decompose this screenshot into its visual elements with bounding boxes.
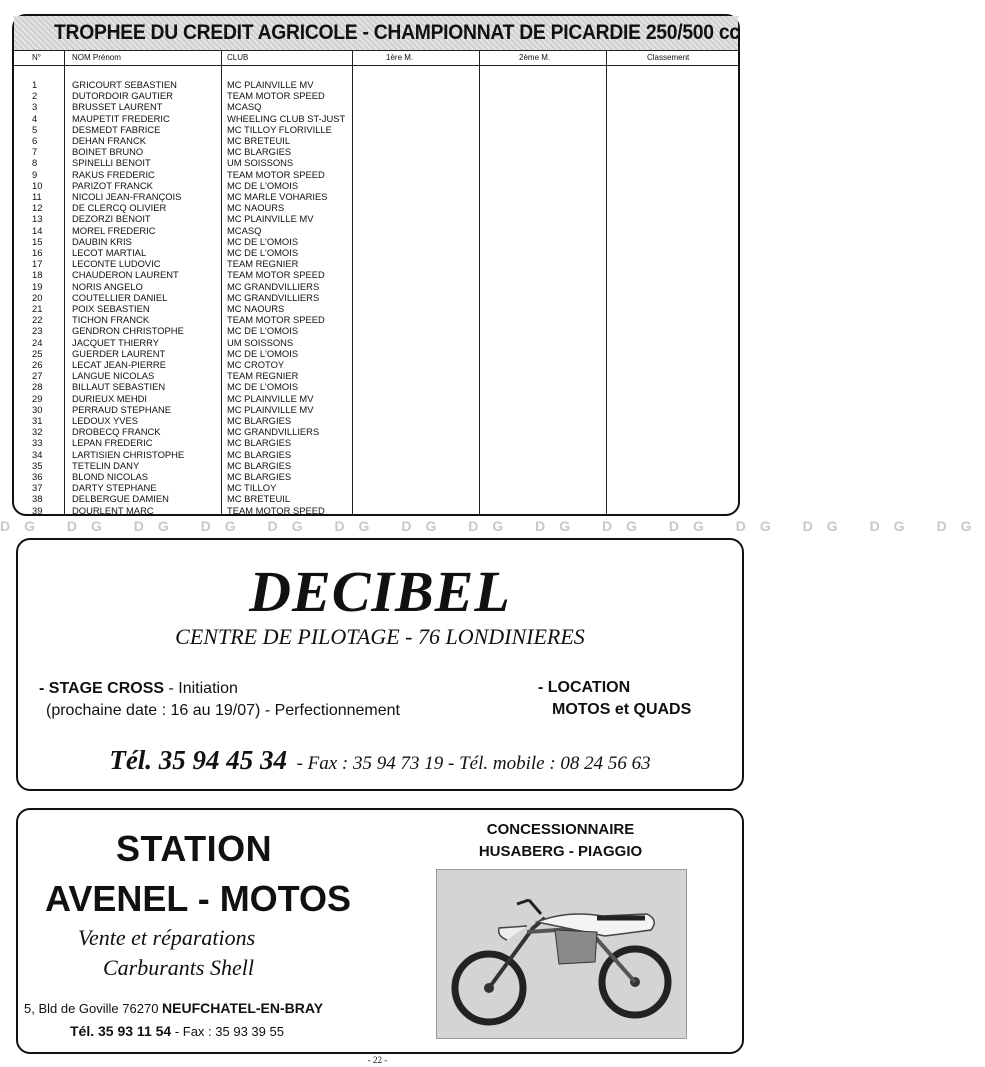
- decibel-ad: [16, 538, 744, 791]
- table-row: [14, 90, 738, 101]
- cell-name: DROBECQ FRANCK: [72, 426, 161, 438]
- address-city: NEUFCHATEL-EN-BRAY: [162, 1000, 324, 1016]
- cell-club: TEAM MOTOR SPEED: [227, 269, 325, 281]
- cell-num: 27: [32, 370, 43, 382]
- stage-date: (prochaine date : 16 au 19/07) - Perfectionnement: [46, 702, 400, 719]
- cell-club: MC DE L'OMOIS: [227, 347, 299, 359]
- avenel-ad: [16, 808, 744, 1054]
- cell-club: UM SOISSONS: [227, 157, 294, 169]
- location-line1: - LOCATION: [538, 679, 631, 696]
- cell-num: 18: [32, 269, 43, 281]
- cell-club: WHEELING CLUB ST-JUST: [227, 112, 346, 124]
- cell-num: 38: [32, 493, 43, 505]
- cell-name: DAUBIN KRIS: [72, 235, 132, 247]
- cell-name: LECOT MARTIAL: [72, 247, 147, 258]
- cell-club: MC BLARGIES: [227, 415, 292, 426]
- avenel-fax: - Fax : 35 93 39 55: [171, 1024, 284, 1039]
- table-row: [14, 314, 738, 325]
- header-num: N°: [32, 53, 41, 62]
- table-row: [14, 471, 738, 482]
- header-rank: Classement: [647, 53, 690, 62]
- address-street: 5, Bld de Goville 76270: [24, 1001, 163, 1016]
- table-row: [14, 124, 738, 135]
- cell-name: LANGUE NICOLAS: [72, 370, 155, 382]
- cell-num: 22: [32, 314, 43, 326]
- decibel-fax-mobile: - Fax : 35 94 73 19 - Tél. mobile : 08 24 56 63: [296, 753, 651, 774]
- stage-detail: - Initiation: [164, 680, 238, 697]
- table-row: [14, 404, 738, 415]
- cell-club: MCASQ: [227, 224, 262, 236]
- cell-num: 3: [32, 101, 38, 113]
- table-row: [14, 180, 738, 191]
- cell-name: DOURLENT MARC: [72, 504, 154, 516]
- cell-club: TEAM MOTOR SPEED: [227, 90, 325, 102]
- cell-club: MC DE L'OMOIS: [227, 247, 299, 258]
- table-row: [14, 146, 738, 157]
- cell-name: RAKUS FREDERIC: [72, 168, 155, 180]
- cell-club: MCASQ: [227, 101, 262, 113]
- table-row: [14, 505, 738, 516]
- table-row: [14, 79, 738, 90]
- cell-num: 14: [32, 224, 43, 236]
- table-row: [14, 281, 738, 292]
- cell-club: MC CROTOY: [227, 359, 285, 370]
- table-row: [14, 337, 738, 348]
- cell-num: 35: [32, 459, 43, 471]
- table-row: [14, 359, 738, 370]
- table-row: [14, 292, 738, 303]
- table-row: [14, 236, 738, 247]
- table-row: [14, 348, 738, 359]
- decibel-subtitle: CENTRE DE PILOTAGE - 76 LONDINIERES: [175, 624, 585, 649]
- cell-club: MC PLAINVILLE MV: [227, 213, 314, 225]
- results-table: [12, 14, 740, 516]
- cell-club: MC DE L'OMOIS: [227, 235, 299, 247]
- cell-name: DE CLERCQ OLIVIER: [72, 202, 167, 214]
- table-row: [14, 381, 738, 392]
- cell-name: COUTELLIER DANIEL: [72, 291, 168, 303]
- cell-num: 13: [32, 213, 43, 225]
- cell-num: 29: [32, 392, 43, 404]
- table-row: [14, 202, 738, 213]
- cell-name: LEPAN FREDERIC: [72, 437, 153, 449]
- cell-club: MC TILLOY: [227, 482, 277, 494]
- cell-num: 25: [32, 347, 43, 359]
- cell-name: SPINELLI BENOIT: [72, 157, 151, 169]
- cell-name: LECAT JEAN-PIERRE: [72, 359, 166, 370]
- cell-name: DARTY STEPHANE: [72, 482, 157, 494]
- cell-name: DURIEUX MEHDI: [72, 392, 148, 404]
- header-m2: 2ème M.: [519, 53, 551, 62]
- cell-num: 36: [32, 471, 43, 482]
- decibel-title: DECIBEL: [249, 559, 511, 624]
- cell-num: 8: [32, 157, 38, 169]
- cell-club: MC TILLOY FLORIVILLE: [227, 123, 332, 135]
- table-row: [14, 415, 738, 426]
- cell-club: MC BLARGIES: [227, 437, 292, 449]
- cell-name: TICHON FRANCK: [72, 314, 150, 326]
- table-row: [14, 449, 738, 460]
- cell-name: BOINET BRUNO: [72, 146, 144, 158]
- cell-num: 7: [32, 146, 38, 158]
- table-title-bar: [14, 16, 738, 51]
- table-row: [14, 437, 738, 448]
- cell-club: TEAM REGNIER: [227, 258, 299, 270]
- cell-num: 34: [32, 448, 43, 460]
- cell-num: 31: [32, 415, 43, 426]
- table-row: [14, 370, 738, 381]
- cell-num: 1: [32, 79, 38, 90]
- cell-num: 17: [32, 258, 43, 270]
- cell-club: TEAM MOTOR SPEED: [227, 504, 325, 516]
- cell-club: MC PLAINVILLE MV: [227, 79, 314, 90]
- avenel-address: [24, 1000, 323, 1016]
- cell-name: GENDRON CHRISTOPHE: [72, 325, 184, 337]
- cell-name: NICOLI JEAN-FRANÇOIS: [72, 191, 182, 202]
- avenel-tel: Tél. 35 93 11 54: [70, 1023, 172, 1039]
- cell-num: 28: [32, 381, 43, 393]
- table-row: [14, 113, 738, 124]
- table-row: [14, 393, 738, 404]
- table-row: [14, 225, 738, 236]
- cell-num: 37: [32, 482, 43, 494]
- header-name: NOM Prénom: [72, 53, 121, 62]
- table-row: [14, 213, 738, 224]
- table-row: [14, 325, 738, 336]
- cell-club: MC GRANDVILLIERS: [227, 291, 320, 303]
- table-row: [14, 191, 738, 202]
- cell-num: 15: [32, 235, 43, 247]
- cell-club: MC BLARGIES: [227, 146, 292, 158]
- cell-num: 19: [32, 280, 43, 292]
- cell-club: MC DE L'OMOIS: [227, 179, 299, 191]
- table-row: [14, 101, 738, 112]
- cell-club: MC BRETEUIL: [227, 493, 291, 505]
- cell-num: 2: [32, 90, 38, 102]
- cell-name: JACQUET THIERRY: [72, 336, 159, 348]
- motorcycle-photo: [436, 869, 687, 1039]
- table-row: [14, 493, 738, 504]
- cell-name: CHAUDERON LAURENT: [72, 269, 179, 281]
- table-row: [14, 247, 738, 258]
- table-row: [14, 258, 738, 269]
- decibel-contact: [18, 745, 742, 776]
- stage-cross-line: [39, 680, 238, 698]
- cell-name: GRICOURT SEBASTIEN: [72, 79, 177, 90]
- cell-club: UM SOISSONS: [227, 336, 294, 348]
- cell-name: GUERDER LAURENT: [72, 347, 166, 359]
- carburants-line: Carburants Shell: [103, 955, 254, 980]
- cell-club: MC NAOURS: [227, 303, 285, 314]
- cell-name: BLOND NICOLAS: [72, 471, 149, 482]
- cell-num: 4: [32, 112, 38, 124]
- cell-num: 20: [32, 291, 43, 303]
- cell-num: 30: [32, 403, 43, 415]
- location-block: [538, 677, 691, 721]
- cell-num: 5: [32, 123, 38, 135]
- watermark-strip: DG DG DG DG DG DG DG DG DG DG DG DG DG DG DG: [0, 518, 985, 534]
- cell-name: DESMEDT FABRICE: [72, 123, 161, 135]
- cell-club: TEAM REGNIER: [227, 370, 299, 382]
- table-header-row: [14, 51, 738, 66]
- cell-club: MC BRETEUIL: [227, 135, 291, 146]
- cell-club: TEAM MOTOR SPEED: [227, 168, 325, 180]
- table-row: [14, 426, 738, 437]
- cell-name: MAUPETIT FREDERIC: [72, 112, 170, 124]
- motorcycle-icon: [437, 870, 686, 1038]
- stage-label: - STAGE CROSS: [39, 680, 165, 697]
- cell-name: BILLAUT SEBASTIEN: [72, 381, 166, 393]
- decibel-tel: Tél. 35 94 45 34: [109, 745, 288, 775]
- cell-name: DEZORZI BENOIT: [72, 213, 151, 225]
- cell-name: DUTORDOIR GAUTIER: [72, 90, 173, 102]
- cell-num: 26: [32, 359, 43, 370]
- cell-num: 23: [32, 325, 43, 337]
- table-row: [14, 482, 738, 493]
- header-club: CLUB: [227, 53, 249, 62]
- cell-num: 10: [32, 179, 43, 191]
- concess-line1: CONCESSIONNAIRE: [486, 821, 635, 838]
- table-row: [14, 460, 738, 471]
- cell-club: MC BLARGIES: [227, 459, 292, 471]
- cell-name: NORIS ANGELO: [72, 280, 143, 292]
- cell-num: 39: [32, 504, 43, 516]
- location-line2: MOTOS et QUADS: [552, 701, 692, 718]
- cell-name: TETELIN DANY: [72, 459, 140, 471]
- cell-name: PERRAUD STEPHANE: [72, 403, 171, 415]
- table-row: [14, 169, 738, 180]
- cell-club: MC BLARGIES: [227, 448, 292, 460]
- cell-num: 11: [32, 191, 42, 202]
- cell-num: 24: [32, 336, 43, 348]
- cell-num: 21: [32, 303, 43, 314]
- table-title: TROPHEE DU CREDIT AGRICOLE - CHAMPIONNAT DE PICARDIE 250/500 cc: [54, 21, 740, 44]
- cell-club: MC DE L'OMOIS: [227, 325, 299, 337]
- cell-name: DEHAN FRANCK: [72, 135, 146, 146]
- page-number: - 22 -: [367, 1055, 388, 1065]
- table-row: [14, 303, 738, 314]
- cell-name: PARIZOT FRANCK: [72, 179, 153, 191]
- cell-club: MC MARLE VOHARIES: [227, 191, 328, 202]
- cell-club: MC PLAINVILLE MV: [227, 392, 314, 404]
- table-row: [14, 135, 738, 146]
- cell-club: MC BLARGIES: [227, 471, 292, 482]
- cell-club: TEAM MOTOR SPEED: [227, 314, 325, 326]
- concess-line2: HUSABERG - PIAGGIO: [478, 843, 643, 860]
- table-row: [14, 157, 738, 168]
- header-m1: 1ère M.: [386, 53, 414, 62]
- vente-line: Vente et réparations: [78, 925, 256, 950]
- cell-club: MC GRANDVILLIERS: [227, 426, 320, 438]
- concessionnaire: [448, 819, 673, 863]
- cell-name: BRUSSET LAURENT: [72, 101, 163, 113]
- avenel-name: AVENEL - MOTOS: [45, 878, 352, 919]
- station-heading: STATION: [116, 828, 273, 869]
- cell-num: 33: [32, 437, 43, 449]
- table-row: [14, 269, 738, 280]
- cell-name: LECONTE LUDOVIC: [72, 258, 161, 270]
- cell-club: MC NAOURS: [227, 202, 285, 214]
- cell-num: 32: [32, 426, 43, 438]
- cell-club: MC DE L'OMOIS: [227, 381, 299, 393]
- cell-name: DELBERGUE DAMIEN: [72, 493, 169, 505]
- cell-num: 9: [32, 168, 38, 180]
- cell-num: 16: [32, 247, 43, 258]
- cell-name: POIX SEBASTIEN: [72, 303, 150, 314]
- cell-name: LEDOUX YVES: [72, 415, 139, 426]
- cell-name: LARTISIEN CHRISTOPHE: [72, 448, 185, 460]
- cell-name: MOREL FREDERIC: [72, 224, 156, 236]
- avenel-contact: [70, 1023, 284, 1039]
- cell-num: 12: [32, 202, 43, 214]
- cell-num: 6: [32, 135, 38, 146]
- cell-club: MC PLAINVILLE MV: [227, 403, 314, 415]
- cell-club: MC GRANDVILLIERS: [227, 280, 320, 292]
